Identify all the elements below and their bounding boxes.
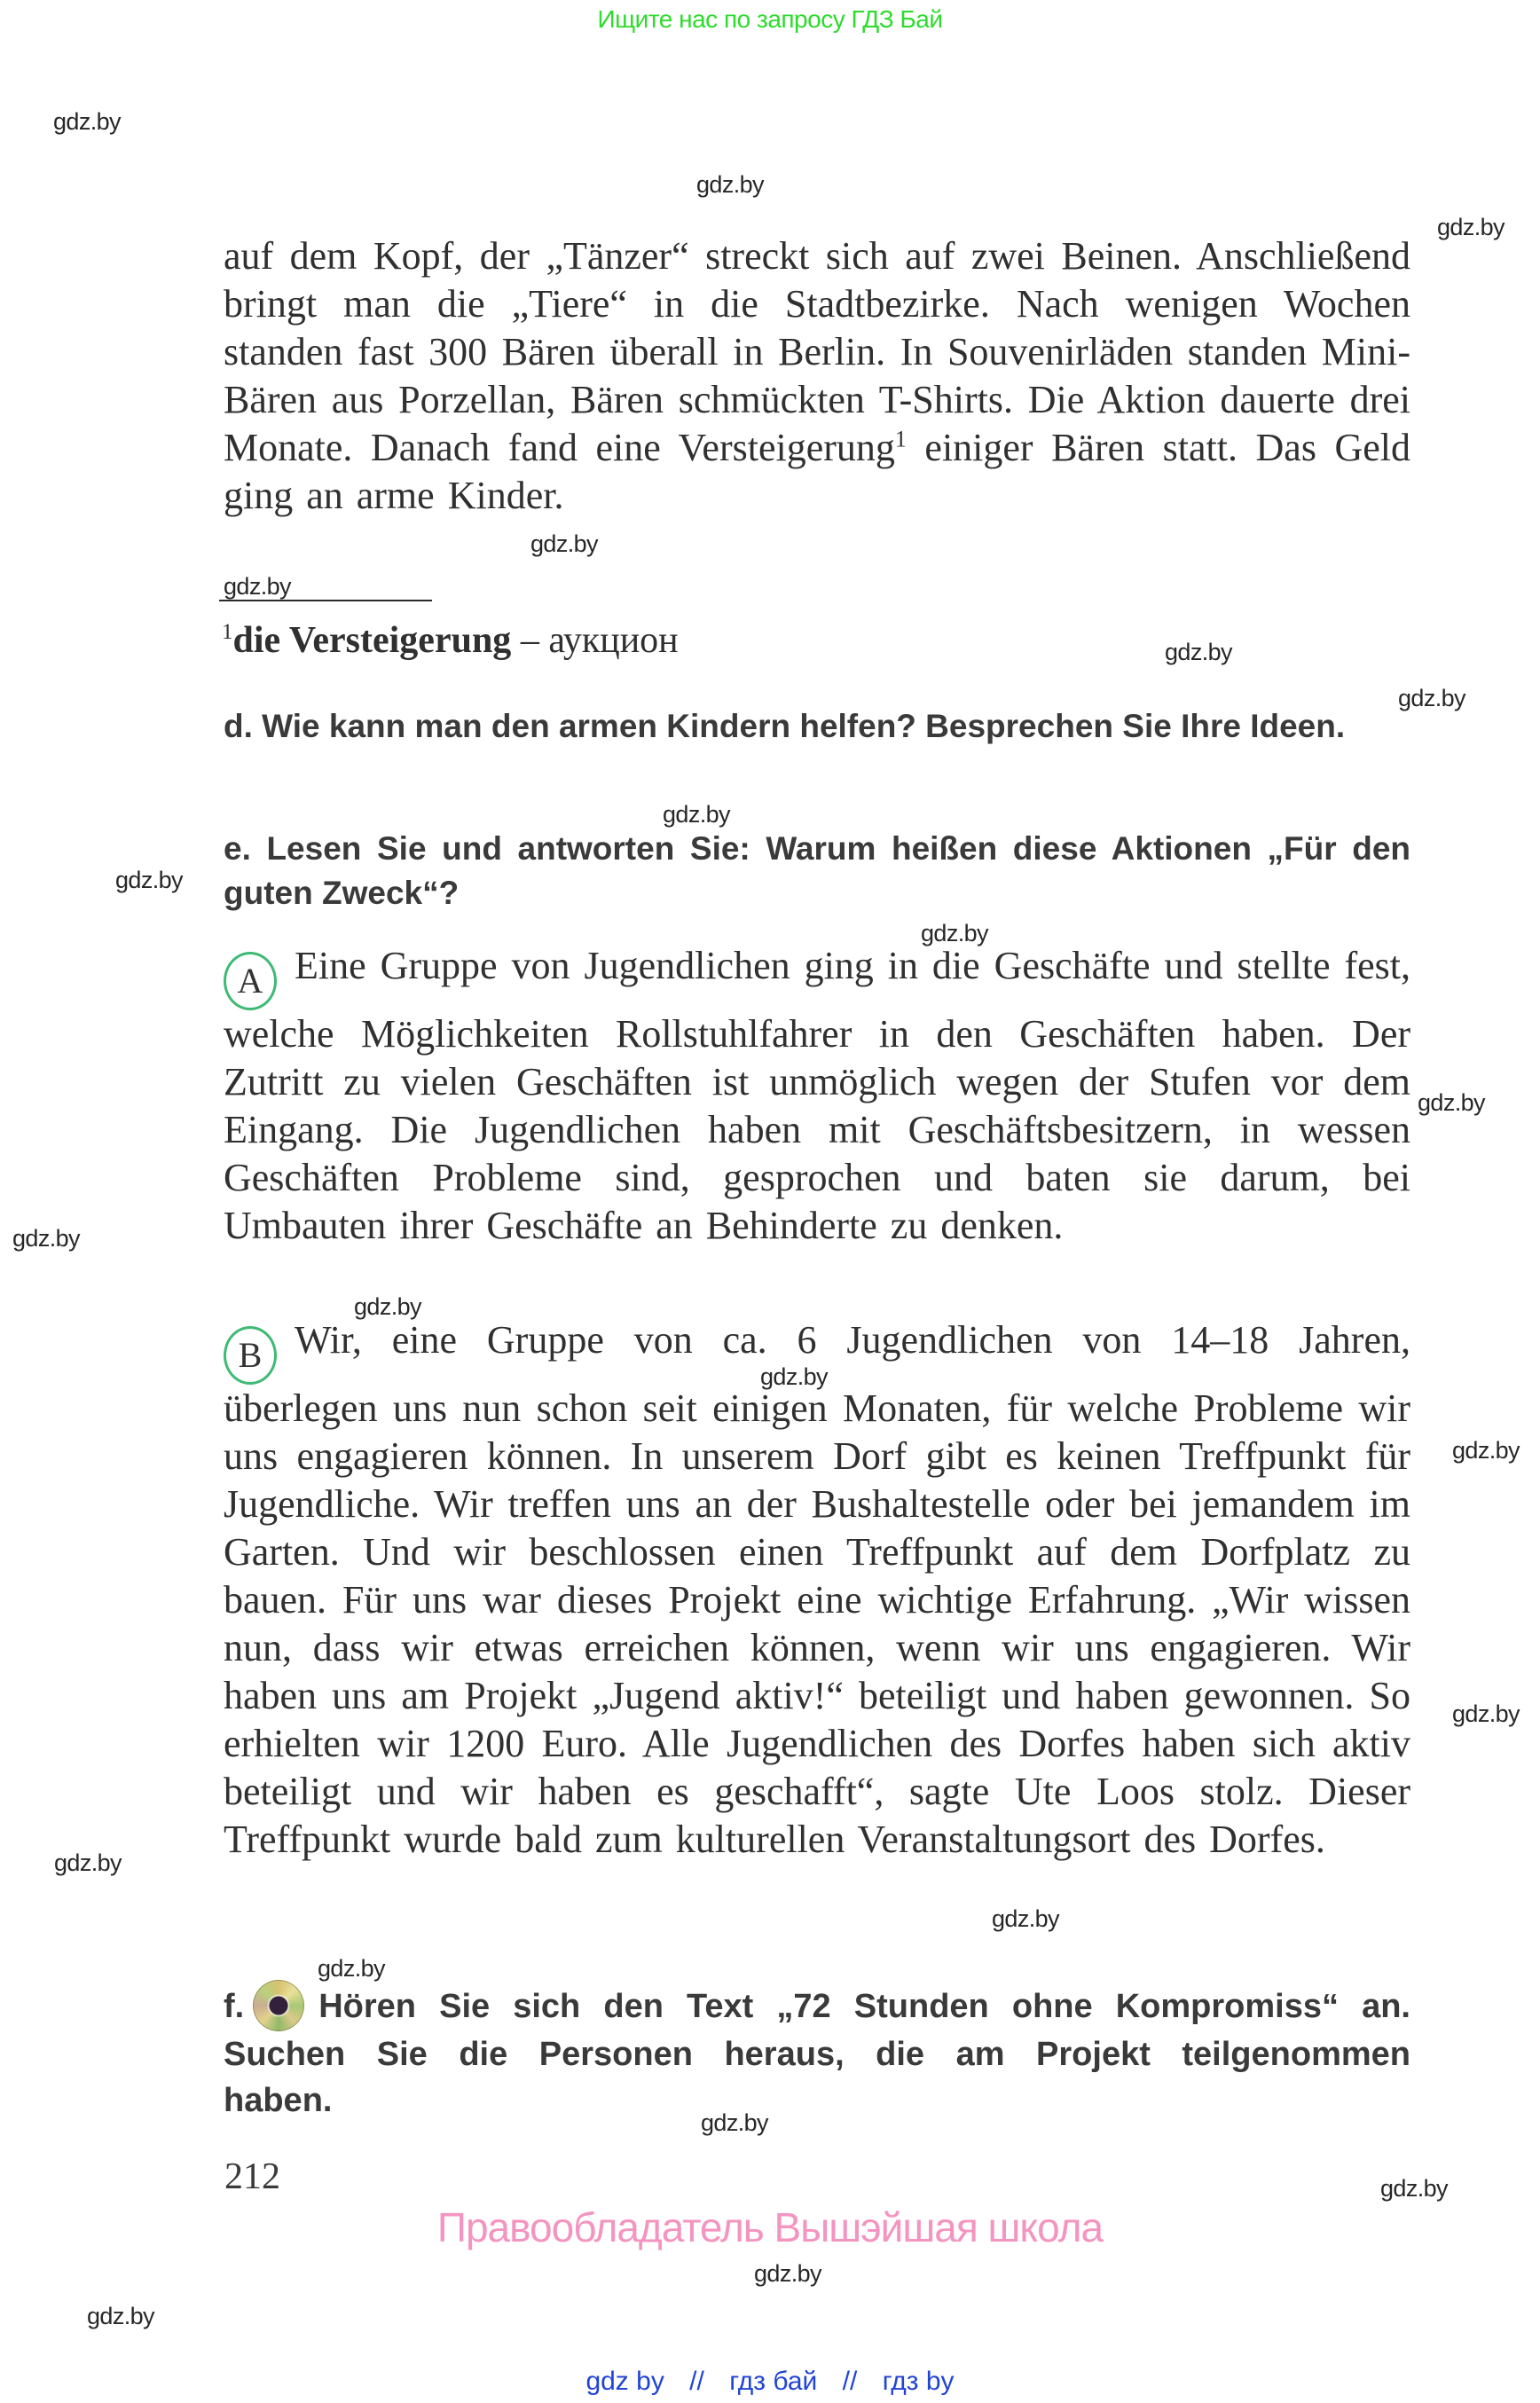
paragraph-text: auf dem Kopf, der „Tänzer“ streckt sich auf zwei Beinen. Anschließend bringt man die „Tiere“ in die Stadtbezirke. Nach wenigen Wochen standen fast 300 Bären überall in Berlin. In Souvenirläden standen Mini-Bären aus Porzellan, Bären schmückten T-Shirts. Die Aktion dauerte drei Monate. Danach fand eine Versteigerung <box>224 234 1410 469</box>
watermark: gdz.by <box>760 1363 828 1390</box>
block-b <box>224 1316 1410 1864</box>
task-d: d. Wie kann man den armen Kindern helfen? Besprechen Sie Ihre Ideen. <box>224 708 1346 744</box>
footer-separator: // <box>689 2367 704 2396</box>
watermark: gdz.by <box>1437 214 1505 240</box>
footnote-translation: – аукцион <box>511 620 679 661</box>
block-a-circle-label: A <box>224 952 277 1010</box>
watermark: gdz.by <box>1165 639 1232 665</box>
watermark: gdz.by <box>992 1905 1059 1932</box>
watermark: gdz.by <box>318 1955 385 1982</box>
task-f-label: f. <box>224 1988 245 2025</box>
footnote-number: 1 <box>222 620 233 644</box>
watermark: gdz.by <box>1380 2175 1448 2202</box>
watermark: gdz.by <box>54 1849 122 1876</box>
watermark: gdz.by <box>696 171 764 198</box>
footnote <box>222 619 679 662</box>
block-b-circle-label: B <box>224 1326 277 1385</box>
watermark: gdz.by <box>1398 685 1465 711</box>
watermark: gdz.by <box>53 108 121 135</box>
paragraph-text: einiger Bären statt. Das Geld ging an arme Kinder. <box>224 426 1410 517</box>
watermark: gdz.by <box>354 1293 421 1320</box>
cd-icon <box>253 1980 304 2031</box>
continuation-paragraph <box>224 232 1410 520</box>
watermark: gdz.by <box>1418 1089 1485 1116</box>
publisher-line: Правообладатель Вышэйшая школа <box>436 2204 1104 2250</box>
watermark: gdz.by <box>663 801 730 828</box>
block-a-text: Eine Gruppe von Jugendlichen ging in die Geschäfte und stellte fest, welche Möglichkeiten Rollstuhlfahrer in den Geschäften haben. Der Zutritt zu vielen Geschäften ist unmöglich wegen der Stufen vor dem Eingang. Die Jugendlichen haben mit Geschäftsbesitzern, in wessen Geschäften Probleme sind, gesprochen und baten sie darum, bei Umbauten ihrer Geschäfte an Behinderte zu denken. <box>224 944 1410 1247</box>
task-e: e. Lesen Sie und antworten Sie: Warum heißen diese Aktionen „Für den guten Zweck“? <box>224 830 1410 911</box>
top-search-note: Ищите нас по запросу ГДЗ Бай <box>597 5 943 33</box>
watermark: gdz.by <box>701 2109 768 2136</box>
watermark: gdz.by <box>12 1225 80 1252</box>
footnote-term: die Versteigerung <box>232 620 512 661</box>
footer-link-gdz-by[interactable]: gdz by <box>585 2367 664 2396</box>
block-b-text: Wir, eine Gruppe von ca. 6 Jugendlichen von 14–18 Jahren, überlegen uns nun schon seit einigen Monaten, für welche Probleme wir uns engagieren können. In unserem Dorf gibt es keinen Treffpunkt für Jugendliche. Wir treffen uns an der Bushaltestelle oder bei jemandem im Garten. Und wir beschlossen einen Treffpunkt auf dem Dorfplatz zu bauen. Für uns war dieses Projekt eine wichtige Erfahrung. „Wir wissen nun, dass wir etwas erreichen können, wenn wir uns engagieren. Wir haben uns am Projekt „Jugend aktiv!“ beteiligt und haben gewonnen. So erhielten wir 1200 Euro. Alle Jugendlichen des Dorfes haben sich aktiv beteiligt und wir haben es geschafft“, sagte Ute Loos stolz. Dieser Treffpunkt wurde bald zum kulturellen Veranstaltungsort des Dorfes. <box>224 1318 1410 1861</box>
watermark: gdz.by <box>87 2303 154 2329</box>
watermark: gdz.by <box>115 867 183 893</box>
footnote-reference: 1 <box>894 426 907 452</box>
watermark: gdz.by <box>1452 1437 1520 1464</box>
footnote-separator-rule <box>219 600 432 601</box>
footer-link-gdz-by-2[interactable]: гдз by <box>882 2367 955 2396</box>
footer-link-gdz-bai[interactable]: гдз бай <box>729 2367 818 2396</box>
watermark: gdz.by <box>921 920 988 946</box>
footer-separator: // <box>842 2367 858 2396</box>
watermark: gdz.by <box>754 2260 821 2287</box>
watermark: gdz.by <box>224 573 291 600</box>
task-f <box>224 1980 1410 2124</box>
block-a <box>224 942 1410 1250</box>
page-number: 212 <box>224 2156 280 2197</box>
task-f-text: Hören Sie sich den Text „72 Stunden ohne Kompromiss“ an. Suchen Sie die Personen heraus, die am Projekt teilgenommen haben. <box>224 1988 1410 2119</box>
watermark: gdz.by <box>530 530 598 557</box>
watermark: gdz.by <box>1452 1700 1520 1727</box>
footer-links <box>0 2367 1540 2397</box>
